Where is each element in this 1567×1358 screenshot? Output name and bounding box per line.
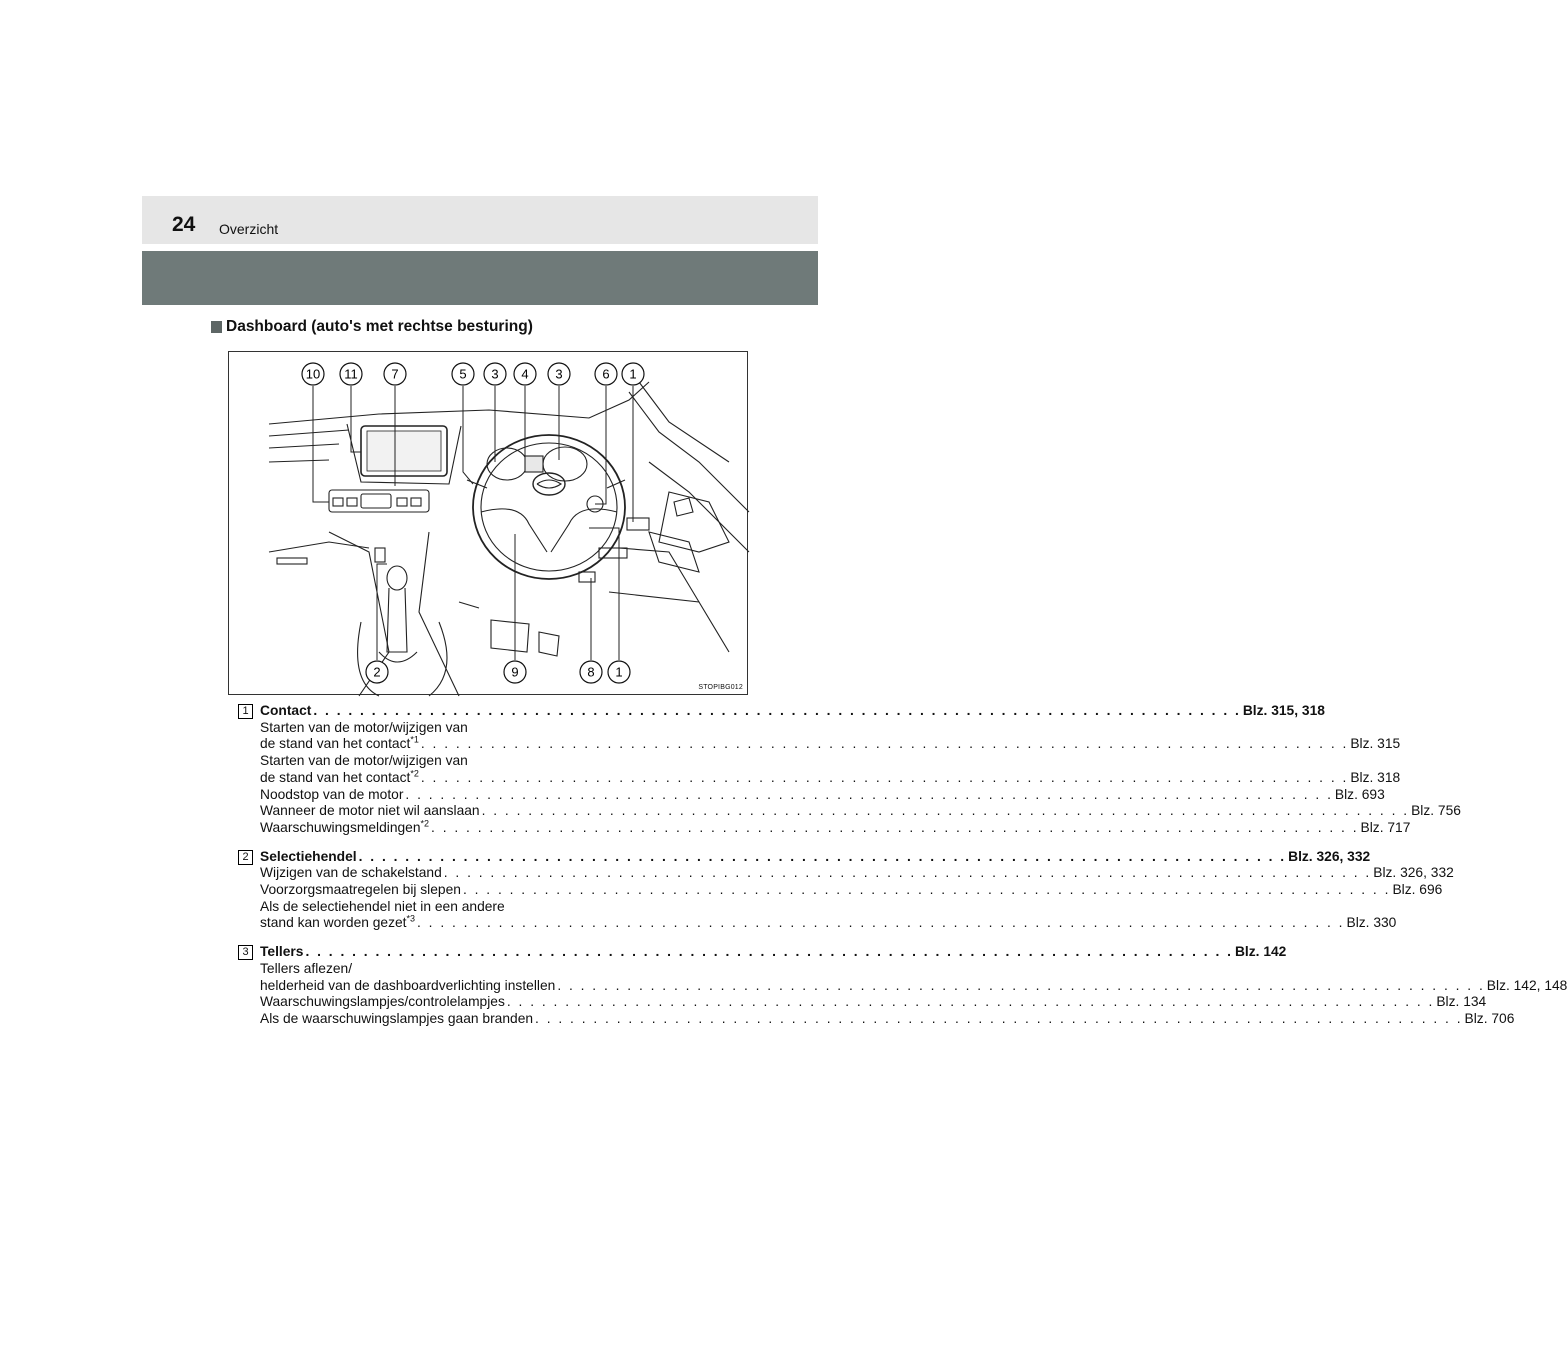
dashboard-figure — [228, 351, 748, 695]
footnote-marker: *3 — [406, 913, 416, 924]
sub-line-text: helderheid van de dashboardverlichting instellen — [260, 977, 556, 993]
section-title — [211, 318, 533, 336]
item-sub-line — [238, 1010, 1515, 1028]
item-sub-line — [238, 882, 1443, 899]
callout-label: 8 — [587, 664, 595, 680]
page-reference: Blz. 315 — [1350, 736, 1401, 752]
page-reference: Blz. 693 — [1334, 786, 1385, 802]
footnote-marker: *1 — [410, 734, 419, 745]
page-reference: Blz. 142, 148 — [1486, 977, 1567, 993]
item-sub-line — [238, 734, 1401, 753]
page-reference: Blz. 330 — [1346, 915, 1397, 931]
page-reference: Blz. 696 — [1392, 882, 1443, 898]
sub-line-text: Voorzorgsmaatregelen bij slepen — [260, 882, 461, 898]
page-reference: Blz. 134 — [1436, 994, 1487, 1010]
item-sub-line — [238, 961, 722, 978]
sub-line-text: Waarschuwingsmeldingen — [260, 819, 421, 835]
sub-line-text: Wanneer de motor niet wil aanslaan — [260, 803, 480, 819]
section-square-icon — [211, 321, 222, 333]
leader-dots: . . . . . . . . . . . . . . . . . . . . . . . . . . . . . . . . . . . . . . . . . . . . . . . . . . . . . . . . . . . . . . . . . . . . . . . . . . . . . . . . — [506, 994, 1435, 1010]
leader-dots: . . . . . . . . . . . . . . . . . . . . . . . . . . . . . . . . . . . . . . . . . . . . . . . . . . . . . . . . . . . . . . . . . . . . . . . . . . . . . . . . — [305, 944, 1233, 960]
page-number: 24 — [172, 213, 196, 236]
leader-dots: . . . . . . . . . . . . . . . . . . . . . . . . . . . . . . . . . . . . . . . . . . . . . . . . . . . . . . . . . . . . . . . . . . . . . . . . . . . . . . . . — [481, 803, 1410, 819]
leader-dots: . . . . . . . . . . . . . . . . . . . . . . . . . . . . . . . . . . . . . . . . . . . . . . . . . . . . . . . . . . . . . . . . . . . . . . . . . . . . . . . . — [313, 703, 1241, 718]
item-title: Selectiehendel — [260, 848, 357, 864]
item-entry — [238, 944, 1567, 1028]
leader-dots: . . . . . . . . . . . . . . . . . . . . . . . . . . . . . . . . . . . . . . . . . . . . . . . . . . . . . . . . . . . . . . . . . . . . . . . . . . . . . . . . — [557, 977, 1485, 993]
dashboard-illustration — [229, 352, 749, 696]
callout-label: 5 — [459, 366, 467, 382]
header-band — [142, 251, 818, 305]
item-sub-line — [238, 865, 1454, 882]
item-number-badge: 2 — [238, 850, 253, 865]
page-reference: Blz. 756 — [1411, 803, 1461, 819]
item-entry — [238, 703, 1461, 837]
top-callouts — [302, 363, 644, 385]
callout-label: 3 — [555, 366, 563, 382]
item-title: Contact — [260, 703, 312, 718]
item-sub-line — [238, 818, 1411, 837]
leader-dots: . . . . . . . . . . . . . . . . . . . . . . . . . . . . . . . . . . . . . . . . . . . . . . . . . . . . . . . . . . . . . . . . . . . . . . . . . . . . . . . . — [462, 882, 1391, 898]
page-reference: Blz. 706 — [1464, 1010, 1515, 1026]
page-reference: Blz. 142 — [1234, 944, 1287, 960]
sub-line-text: Noodstop van de motor — [260, 786, 404, 802]
sub-line-text: Starten van de motor/wijzigen van — [260, 753, 468, 769]
item-sub-line — [238, 977, 1567, 995]
sub-line-text: stand kan worden gezet — [260, 915, 407, 931]
callout-label: 3 — [491, 366, 499, 382]
leader-dots: . . . . . . . . . . . . . . . . . . . . . . . . . . . . . . . . . . . . . . . . . . . . . . . . . . . . . . . . . . . . . . . . . . . . . . . . . . . . . . . . — [420, 769, 1349, 785]
leader-dots: . . . . . . . . . . . . . . . . . . . . . . . . . . . . . . . . . . . . . . . . . . . . . . . . . . . . . . . . . . . . . . . . . . . . . . . . . . . . . . . . — [431, 819, 1359, 835]
item-sub-line — [238, 753, 722, 770]
page-reference: Blz. 326, 332 — [1288, 848, 1371, 864]
item-title: Tellers — [260, 944, 304, 960]
item-title-line — [238, 703, 1325, 720]
item-list — [238, 703, 1567, 1040]
callout-label: 9 — [511, 664, 519, 680]
item-sub-line — [238, 994, 1487, 1011]
sub-line-text: de stand van het contact — [260, 769, 411, 785]
item-sub-line — [238, 899, 722, 916]
item-sub-line — [238, 786, 1385, 804]
callout-label: 10 — [305, 366, 321, 382]
item-sub-line — [238, 803, 1461, 820]
callout-label: 6 — [602, 366, 610, 382]
callout-label: 11 — [344, 366, 358, 382]
sub-line-text: Als de selectiehendel niet in een andere — [260, 898, 505, 914]
callout-label: 1 — [629, 366, 637, 382]
leader-dots: . . . . . . . . . . . . . . . . . . . . . . . . . . . . . . . . . . . . . . . . . . . . . . . . . . . . . . . . . . . . . . . . . . . . . . . . . . . . . . . . — [405, 786, 1333, 802]
item-sub-line — [238, 720, 722, 737]
page-reference: Blz. 315, 318 — [1242, 703, 1325, 718]
leader-dots: . . . . . . . . . . . . . . . . . . . . . . . . . . . . . . . . . . . . . . . . . . . . . . . . . . . . . . . . . . . . . . . . . . . . . . . . . . . . . . . . — [417, 915, 1345, 931]
leader-dots: . . . . . . . . . . . . . . . . . . . . . . . . . . . . . . . . . . . . . . . . . . . . . . . . . . . . . . . . . . . . . . . . . . . . . . . . . . . . . . . . — [358, 848, 1287, 864]
callout-label: 2 — [373, 664, 381, 680]
sub-line-text: Starten van de motor/wijzigen van — [260, 719, 468, 735]
callout-label: 1 — [615, 664, 623, 680]
leader-dots: . . . . . . . . . . . . . . . . . . . . . . . . . . . . . . . . . . . . . . . . . . . . . . . . . . . . . . . . . . . . . . . . . . . . . . . . . . . . . . . . — [443, 865, 1372, 881]
sub-line-text: Als de waarschuwingslampjes gaan branden — [260, 1010, 534, 1026]
sub-line-text: Tellers aflezen/ — [260, 960, 353, 976]
sub-line-text: Waarschuwingslampjes/controlelampjes — [260, 994, 505, 1010]
page-reference: Blz. 326, 332 — [1373, 865, 1454, 881]
sub-line-text: Wijzigen van de schakelstand — [260, 865, 442, 881]
leader-dots: . . . . . . . . . . . . . . . . . . . . . . . . . . . . . . . . . . . . . . . . . . . . . . . . . . . . . . . . . . . . . . . . . . . . . . . . . . . . . . . . — [535, 1010, 1463, 1026]
leader-dots: . . . . . . . . . . . . . . . . . . . . . . . . . . . . . . . . . . . . . . . . . . . . . . . . . . . . . . . . . . . . . . . . . . . . . . . . . . . . . . . . — [420, 736, 1349, 752]
callout-label: 4 — [521, 366, 529, 382]
item-title-line — [238, 944, 1287, 961]
item-number-badge: 3 — [238, 945, 253, 960]
item-sub-line — [238, 913, 1397, 932]
item-sub-line — [238, 768, 1401, 787]
page-reference: Blz. 717 — [1360, 819, 1411, 835]
callout-label: 7 — [391, 366, 399, 382]
item-title-line — [238, 848, 1371, 866]
chapter-title: Overzicht — [219, 221, 279, 237]
item-number-badge: 1 — [238, 704, 253, 719]
item-entry — [238, 848, 1454, 933]
page-reference: Blz. 318 — [1350, 769, 1401, 785]
footnote-marker: *2 — [410, 768, 419, 779]
figure-code: STOPIBG012 — [698, 684, 743, 691]
section-title-text: Dashboard (auto's met rechtse besturing) — [226, 318, 533, 335]
footnote-marker: *2 — [420, 818, 430, 829]
sub-line-text: de stand van het contact — [260, 736, 411, 752]
bottom-callouts — [366, 661, 630, 683]
